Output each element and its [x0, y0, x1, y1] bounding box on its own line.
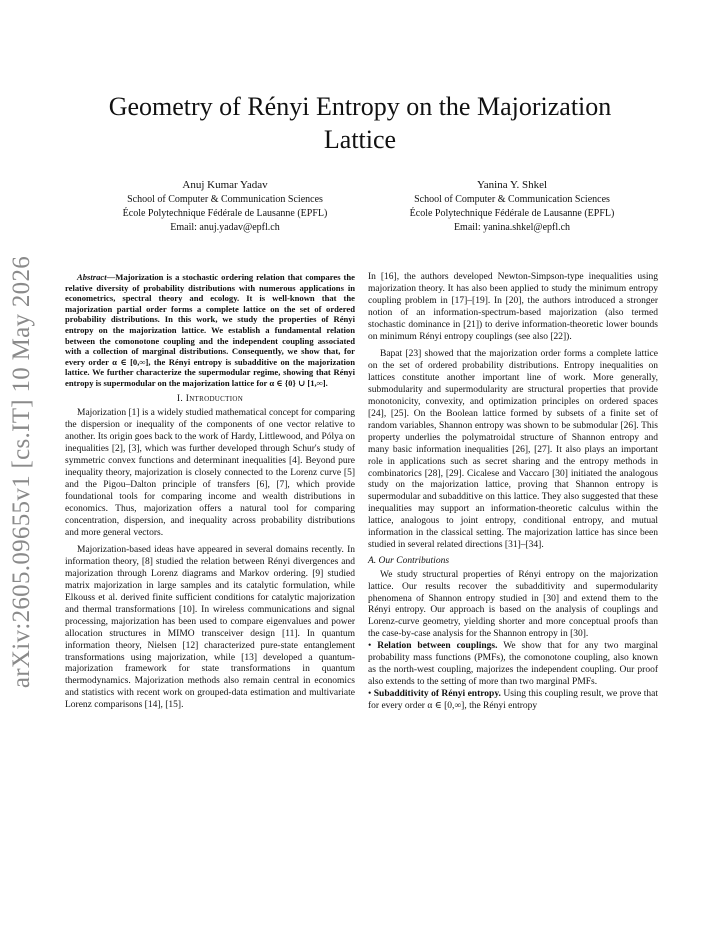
author-department: School of Computer & Communication Sciences	[414, 194, 610, 205]
author-name: Anuj Kumar Yadav	[182, 179, 268, 191]
bullet-couplings-text: We show that for any two marginal probability mass functions (PMFs), the comonotone coupling, also known as the north-west coupling, majorizes the independent coupling. Our proof also extends to the setting of more than two marginal PMFs.	[368, 641, 658, 687]
abstract-text: —Majorization is a stochastic ordering relation that compares the relative diversity of probability distributions with numerous applications in econometrics, spectral theory and ecology. It is well-known that the majorization partial order forms a complete lattice on the set of ordered probability distributions. In this work, we study the properties of Rényi entropy on the majorization lattice. We establish a fundamental relation between the comonotone coupling and the independent coupling associated with a collection of marginal distributions. Consequently, we show that, for every order α ∈ [0,∞], the Rényi entropy is subadditive on the majorization lattice. We further characterize the supermodular regime, showing that Rényi entropy is supermodular on the majorization lattice for α ∈ {0} ∪ [1,∞].	[65, 272, 355, 388]
bullet-couplings: • Relation between couplings. We show that for any two marginal probability mass functions (PMFs), the comonotone coupling, also known as the north-west coupling, majorizes the independent coupling. Our proof also extends to the setting of more than two marginal PMFs.	[368, 641, 658, 687]
author-block-2	[362, 177, 662, 235]
bullet-subadditivity-text: Using this coupling result, we prove that for every order α ∈ [0,∞], the Rényi entropy	[368, 688, 658, 711]
bullet-couplings-label: Relation between couplings.	[377, 641, 498, 652]
author-email: Email: yanina.shkel@epfl.ch	[453, 222, 571, 233]
author-institution: École Polytechnique Fédérale de Lausanne (EPFL)	[409, 208, 615, 219]
bullet-subadditivity-label: Subadditivity of Rényi entropy.	[373, 688, 501, 699]
author-name: Yanina Y. Shkel	[476, 179, 548, 191]
subsection-heading-contributions: A. Our Contributions	[368, 555, 450, 566]
arxiv-identifier-text: arXiv:2605.09655v1 [cs.IT] 10 May 2026	[8, 255, 35, 689]
abstract	[65, 272, 355, 389]
abstract-label: Abstract	[77, 272, 107, 282]
intro-paragraph-2: Majorization-based ideas have appeared in several domains recently. In information theory, [8] studied the relation between Rényi divergences and majorization through Lorenz diagrams and Markov ordering. [9] studied matrix majorization in large samples and its catalytic formulation, while Elkouss et al. derived finite sufficient conditions for catalytic majorization and thermal transformations [10]. In wireless communications and signal processing, majorization has been used to compare eigenvalues and power allocation structures in MIMO transceiver design [11]. In quantum information theory, Nielsen [12] characterized pure-state entanglement transformations using majorization, while [13] developed a quantum-majorization framework for state transformations in quantum thermodynamics. Majorization methods also remain central in economics and statistics with recent work on grouped-data estimation and multivariate Lorenz comparisons [14], [15].	[65, 545, 355, 711]
author-email: Email: anuj.yadav@epfl.ch	[170, 222, 280, 233]
bullet-subadditivity: • Subadditivity of Rényi entropy. Using this coupling result, we prove that for every order α ∈ [0,∞], the Rényi entropy	[368, 688, 658, 711]
arxiv-identifier	[2, 255, 42, 689]
paper-title: Geometry of Rényi Entropy on the Majorization Lattice	[108, 92, 612, 154]
right-paragraph-1: In [16], the authors developed Newton-Simpson-type inequalities using majorization theory. It has also been applied to study the minimum entropy coupling problem in [17]–[19]. In [20], the authors introduced a stronger notion of an information-spectrum-based majorization (also termed stochastic dominance in [21]) to derive information-theoretic lower bounds on minimum Rényi entropy couplings (see also [22]).	[368, 272, 658, 342]
right-column	[368, 272, 658, 713]
intro-paragraph-1: Majorization [1] is a widely studied mathematical concept for comparing the dispersion or inequality of the components of one vector relative to another. Its origin goes back to the work of Hardy, Littlewood, and Pólya on inequalities [2], [3], which was further developed through Schur's study of symmetric convex functions and determinant inequalities [4]. Beyond pure inequality theory, majorization is closely connected to the Lorenz curve [5] and the Pigou–Dalton principle of transfers [6], [7], which provide foundational tools for comparing income and wealth distributions in economics. Thus, majorization offers a natural tool for comparing concentration, dispersion, and inequality across probability distributions and more general vectors.	[65, 408, 355, 538]
author-department: School of Computer & Communication Sciences	[127, 194, 323, 205]
contributions-paragraph: We study structural properties of Rényi entropy on the majorization lattice. Our results recover the subadditivity and supermodularity phenomena of Shannon entropy studied in [30] and extend them to the Rényi entropy. Our approach is based on the analysis of couplings and Lorenz-curve geometry, yielding shorter and more conceptual proofs than the case-by-case analysis for the Shannon entropy in [30].	[368, 569, 658, 640]
left-column	[65, 272, 355, 712]
right-paragraph-2: Bapat [23] showed that the majorization order forms a complete lattice on the set of ordered probability distributions. Entropy inequalities on lattices constitute another important line of work. More generally, submodularity and supermodularity are structural properties that provide monotonicity, convexity, and optimization principles on ordered spaces [24], [25]. On the Boolean lattice formed by subsets of a finite set of random variables, Shannon entropy was shown to be submodular [26]. This property underlies the polymatroidal structure of Shannon entropy and many basic information inequalities [26], [27]. It also plays an important role in applications such as secret sharing and the entropy methods in combinatorics [28], [29]. Cicalese and Vaccaro [30] initiated the analogous study on the majorization lattice, proving that Shannon entropy is supermodular and subadditive on this lattice. They also suggested that these inequalities may support an information-theoretic calculus within the lattice, analogous to joint entropy, conditional entropy, and mutual information in the classical setting. The majorization lattice has since been studied in several related directions [31]–[34].	[368, 349, 658, 550]
author-block-1	[75, 177, 375, 235]
section-heading-introduction: I. Introduction	[176, 393, 244, 404]
author-institution: École Polytechnique Fédérale de Lausanne (EPFL)	[122, 208, 328, 219]
